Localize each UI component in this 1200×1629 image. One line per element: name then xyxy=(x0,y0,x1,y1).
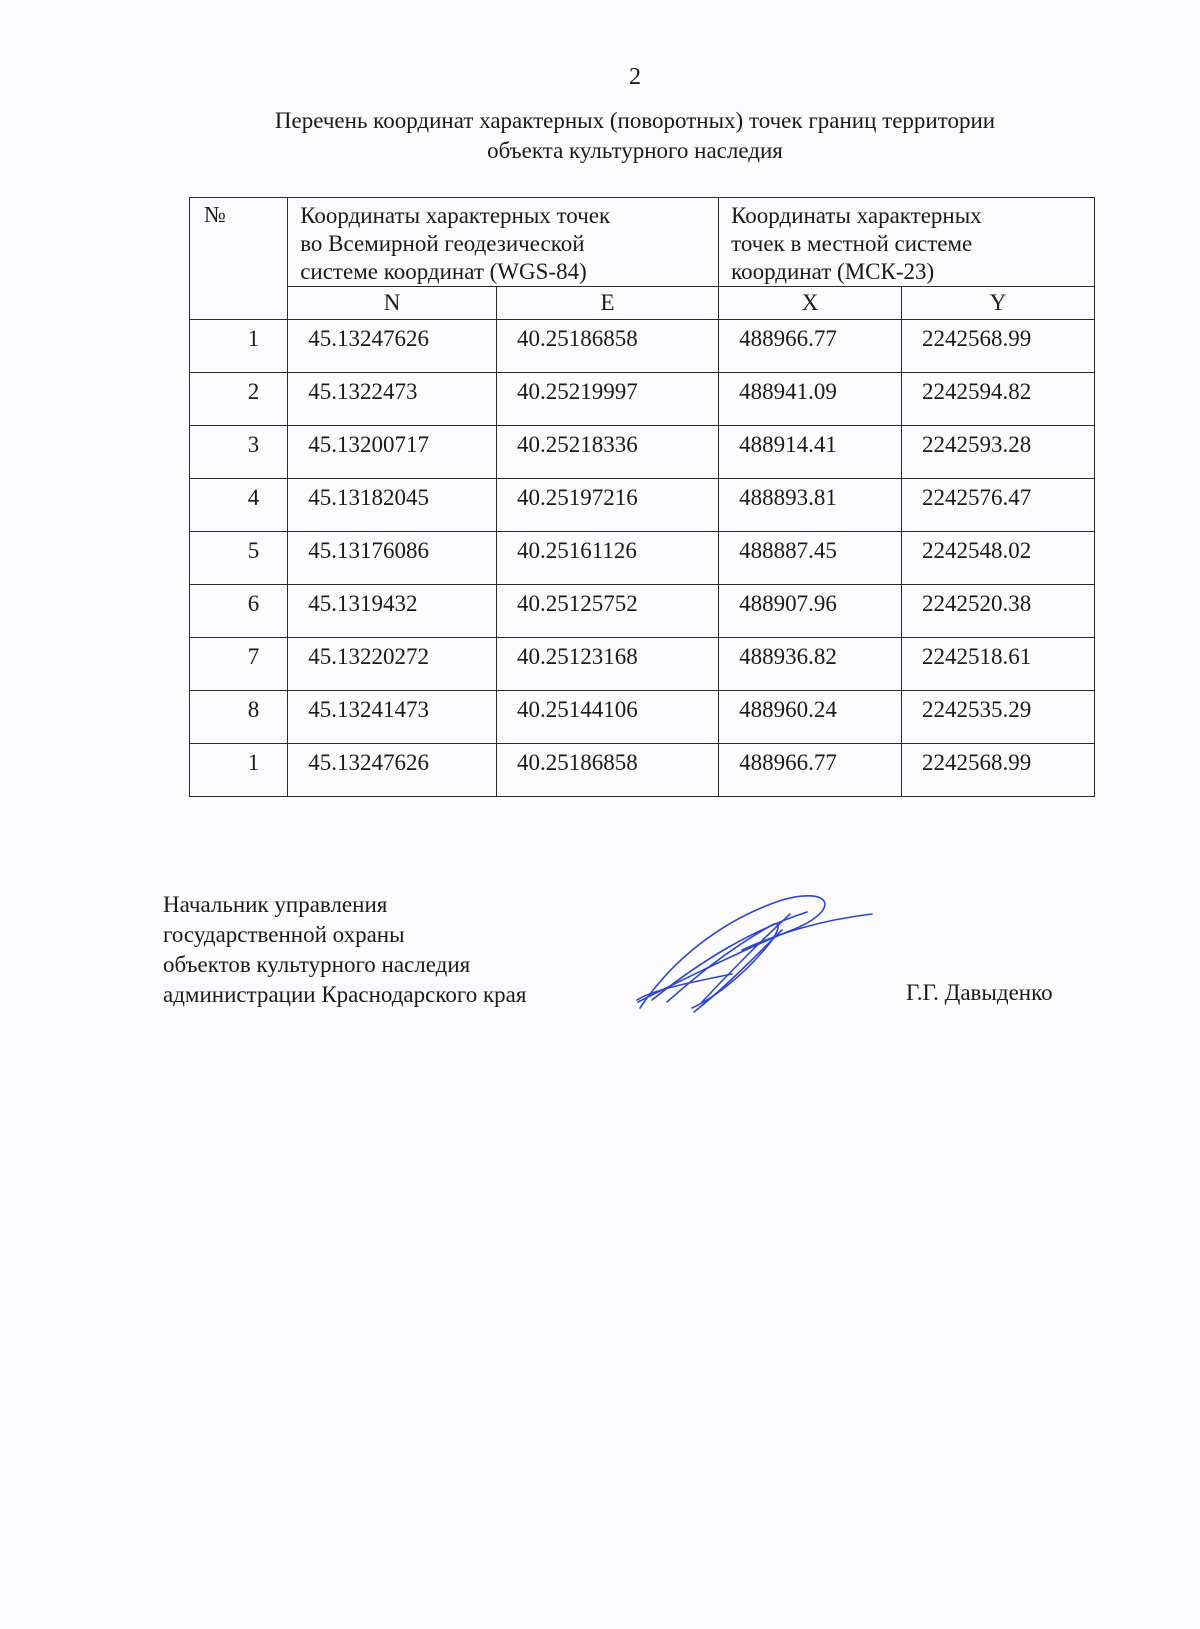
signatory-title-line: государственной охраны xyxy=(163,922,405,947)
subheader-x: X xyxy=(719,287,902,320)
cell-y: 2242594.82 xyxy=(902,373,1095,426)
signatory-title-line: администрации Краснодарского края xyxy=(163,982,527,1007)
signer-name: Г.Г. Давыденко xyxy=(906,980,1053,1005)
signatory-title xyxy=(163,890,526,1010)
subheader-n: N xyxy=(288,287,497,320)
header-msk23-line: точек в местной системе xyxy=(731,231,973,256)
cell-n: 45.13220272 xyxy=(288,638,497,691)
cell-e: 40.25197216 xyxy=(496,479,718,532)
cell-point-number: 6 xyxy=(190,585,288,638)
cell-point-number: 5 xyxy=(190,532,288,585)
table-row xyxy=(190,426,1095,479)
cell-point-number: 3 xyxy=(190,426,288,479)
subheader-y: Y xyxy=(902,287,1095,320)
header-wgs84-line: во Всемирной геодезической xyxy=(300,231,585,256)
header-wgs84-line: системе координат (WGS-84) xyxy=(300,259,587,284)
table-subheader-row xyxy=(190,287,1095,320)
cell-x: 488936.82 xyxy=(719,638,902,691)
table-header-row xyxy=(190,198,1095,287)
cell-n: 45.1319432 xyxy=(288,585,497,638)
cell-y: 2242518.61 xyxy=(902,638,1095,691)
cell-point-number: 2 xyxy=(190,373,288,426)
document-title-line-1: Перечень координат характерных (поворотных) точек границ территории xyxy=(274,108,996,133)
header-msk23-line: координат (МСК-23) xyxy=(731,259,935,284)
cell-x: 488887.45 xyxy=(719,532,902,585)
cell-n: 45.13247626 xyxy=(288,744,497,797)
cell-y: 2242520.38 xyxy=(902,585,1095,638)
header-number: № xyxy=(190,198,288,320)
cell-y: 2242568.99 xyxy=(902,320,1095,373)
cell-point-number: 1 xyxy=(190,320,288,373)
signatory-title-line: Начальник управления xyxy=(163,892,388,917)
cell-y: 2242593.28 xyxy=(902,426,1095,479)
table-row xyxy=(190,691,1095,744)
cell-x: 488960.24 xyxy=(719,691,902,744)
header-msk23 xyxy=(719,198,1095,287)
table-row xyxy=(190,532,1095,585)
cell-n: 45.13200717 xyxy=(288,426,497,479)
cell-e: 40.25144106 xyxy=(496,691,718,744)
cell-e: 40.25218336 xyxy=(496,426,718,479)
table-row xyxy=(190,320,1095,373)
table-row xyxy=(190,479,1095,532)
cell-y: 2242576.47 xyxy=(902,479,1095,532)
cell-point-number: 8 xyxy=(190,691,288,744)
handwritten-signature xyxy=(632,890,892,1020)
table-row xyxy=(190,744,1095,797)
cell-n: 45.13241473 xyxy=(288,691,497,744)
table-row xyxy=(190,373,1095,426)
header-msk23-line: Координаты характерных xyxy=(731,203,982,228)
cell-e: 40.25125752 xyxy=(496,585,718,638)
document-title xyxy=(150,106,1120,166)
cell-x: 488893.81 xyxy=(719,479,902,532)
cell-n: 45.1322473 xyxy=(288,373,497,426)
cell-point-number: 1 xyxy=(190,744,288,797)
cell-n: 45.13176086 xyxy=(288,532,497,585)
cell-x: 488914.41 xyxy=(719,426,902,479)
header-wgs84 xyxy=(288,198,719,287)
cell-e: 40.25186858 xyxy=(496,320,718,373)
table-row xyxy=(190,638,1095,691)
cell-point-number: 7 xyxy=(190,638,288,691)
cell-y: 2242568.99 xyxy=(902,744,1095,797)
cell-x: 488966.77 xyxy=(719,320,902,373)
cell-y: 2242535.29 xyxy=(902,691,1095,744)
cell-e: 40.25123168 xyxy=(496,638,718,691)
cell-x: 488907.96 xyxy=(719,585,902,638)
cell-point-number: 4 xyxy=(190,479,288,532)
page-number: 2 xyxy=(629,64,641,90)
header-wgs84-line: Координаты характерных точек xyxy=(300,203,611,228)
table-row xyxy=(190,585,1095,638)
cell-x: 488941.09 xyxy=(719,373,902,426)
coordinates-table xyxy=(189,197,1095,797)
cell-e: 40.25161126 xyxy=(496,532,718,585)
signatory-title-line: объектов культурного наследия xyxy=(163,952,471,977)
cell-x: 488966.77 xyxy=(719,744,902,797)
cell-n: 45.13182045 xyxy=(288,479,497,532)
document-title-line-2: объекта культурного наследия xyxy=(487,138,783,163)
cell-e: 40.25219997 xyxy=(496,373,718,426)
cell-n: 45.13247626 xyxy=(288,320,497,373)
cell-e: 40.25186858 xyxy=(496,744,718,797)
subheader-e: E xyxy=(496,287,718,320)
cell-y: 2242548.02 xyxy=(902,532,1095,585)
